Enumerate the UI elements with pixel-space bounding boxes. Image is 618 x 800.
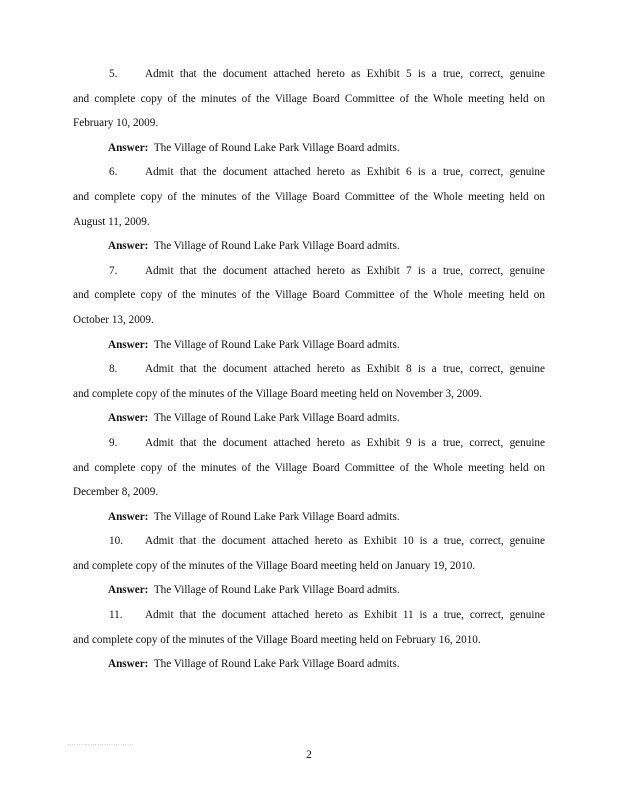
request-text-line <box>73 62 545 87</box>
answer-line <box>73 505 545 530</box>
request-text: Admit that the document attached hereto as Exhibit 6 is a true, correct, genuine <box>145 166 545 179</box>
request-number: 8. <box>109 363 118 376</box>
answer-text: The Village of Round Lake Park Village Board admits. <box>153 338 400 351</box>
request-text: December 8, 2009. <box>73 486 159 499</box>
request-text-line <box>73 259 545 284</box>
request-number: 11. <box>109 609 123 622</box>
request-text-line <box>73 308 545 333</box>
answer-label: Answer: <box>108 510 149 523</box>
request-text-line <box>73 382 545 407</box>
request-text-line <box>73 283 545 308</box>
request-text-line <box>73 603 545 628</box>
request-text-line <box>73 480 545 505</box>
answer-line <box>73 136 545 161</box>
answer-label: Answer: <box>108 658 149 671</box>
request-item <box>73 431 545 529</box>
request-text-line <box>73 160 545 185</box>
request-text-line <box>73 431 545 456</box>
request-text: Admit that the document attached hereto as Exhibit 7 is a true, correct, genuine <box>145 264 545 277</box>
request-text-line <box>73 210 545 235</box>
request-number: 9. <box>109 436 118 449</box>
request-number: 10. <box>109 535 123 548</box>
request-text: Admit that the document attached hereto as Exhibit 10 is a true, correct, genuine <box>145 535 545 548</box>
answer-line <box>73 234 545 259</box>
request-text: and complete copy of the minutes of the Village Board Committee of the Whole meeting held on <box>73 289 545 302</box>
request-item <box>73 529 545 603</box>
request-item <box>73 62 545 160</box>
request-item <box>73 160 545 258</box>
answer-text: The Village of Round Lake Park Village Board admits. <box>153 412 400 425</box>
request-text: and complete copy of the minutes of the Village Board Committee of the Whole meeting held on <box>73 461 545 474</box>
request-text-line <box>73 628 545 653</box>
answer-label: Answer: <box>108 141 149 154</box>
answer-label: Answer: <box>108 240 149 253</box>
footer-doc-code: ····························· <box>67 743 134 747</box>
answer-label: Answer: <box>108 412 149 425</box>
request-text-line <box>73 357 545 382</box>
request-text-line <box>73 554 545 579</box>
answer-line <box>73 578 545 603</box>
request-text-line <box>73 87 545 112</box>
request-text: August 11, 2009. <box>73 215 150 228</box>
answer-text: The Village of Round Lake Park Village Board admits. <box>153 240 400 253</box>
answer-label: Answer: <box>108 338 149 351</box>
answer-line <box>73 652 545 677</box>
request-text: February 10, 2009. <box>73 117 159 130</box>
page-number: 2 <box>306 749 312 761</box>
document-body <box>73 62 545 677</box>
answer-label: Answer: <box>108 584 149 597</box>
request-text: and complete copy of the minutes of the Village Board meeting held on January 19, 2010. <box>73 559 476 572</box>
request-text: and complete copy of the minutes of the Village Board meeting held on February 16, 2010. <box>73 633 481 646</box>
answer-line <box>73 406 545 431</box>
request-text: Admit that the document attached hereto as Exhibit 5 is a true, correct, genuine <box>145 68 545 80</box>
answer-line <box>73 333 545 358</box>
request-text-line <box>73 456 545 481</box>
request-number: 7. <box>109 264 118 277</box>
request-text: and complete copy of the minutes of the Village Board meeting held on November 3, 2009. <box>73 387 482 400</box>
request-item <box>73 357 545 431</box>
request-text: Admit that the document attached hereto as Exhibit 11 is a true, correct, genuine <box>145 609 545 622</box>
answer-text: The Village of Round Lake Park Village Board admits. <box>153 510 400 523</box>
request-text: and complete copy of the minutes of the Village Board Committee of the Whole meeting held on <box>73 92 545 105</box>
request-text: Admit that the document attached hereto as Exhibit 8 is a true, correct, genuine <box>145 363 545 376</box>
request-text-line <box>73 111 545 136</box>
request-text-line <box>73 185 545 210</box>
request-item <box>73 259 545 357</box>
request-text: Admit that the document attached hereto as Exhibit 9 is a true, correct, genuine <box>145 436 545 449</box>
request-text: October 13, 2009. <box>73 313 154 326</box>
request-number: 5. <box>109 68 118 80</box>
request-text: and complete copy of the minutes of the Village Board Committee of the Whole meeting held on <box>73 190 545 203</box>
request-text-line <box>73 529 545 554</box>
request-item <box>73 603 545 677</box>
answer-text: The Village of Round Lake Park Village Board admits. <box>153 658 400 671</box>
answer-text: The Village of Round Lake Park Village Board admits. <box>153 584 400 597</box>
answer-text: The Village of Round Lake Park Village Board admits. <box>153 141 400 154</box>
request-number: 6. <box>109 166 118 179</box>
